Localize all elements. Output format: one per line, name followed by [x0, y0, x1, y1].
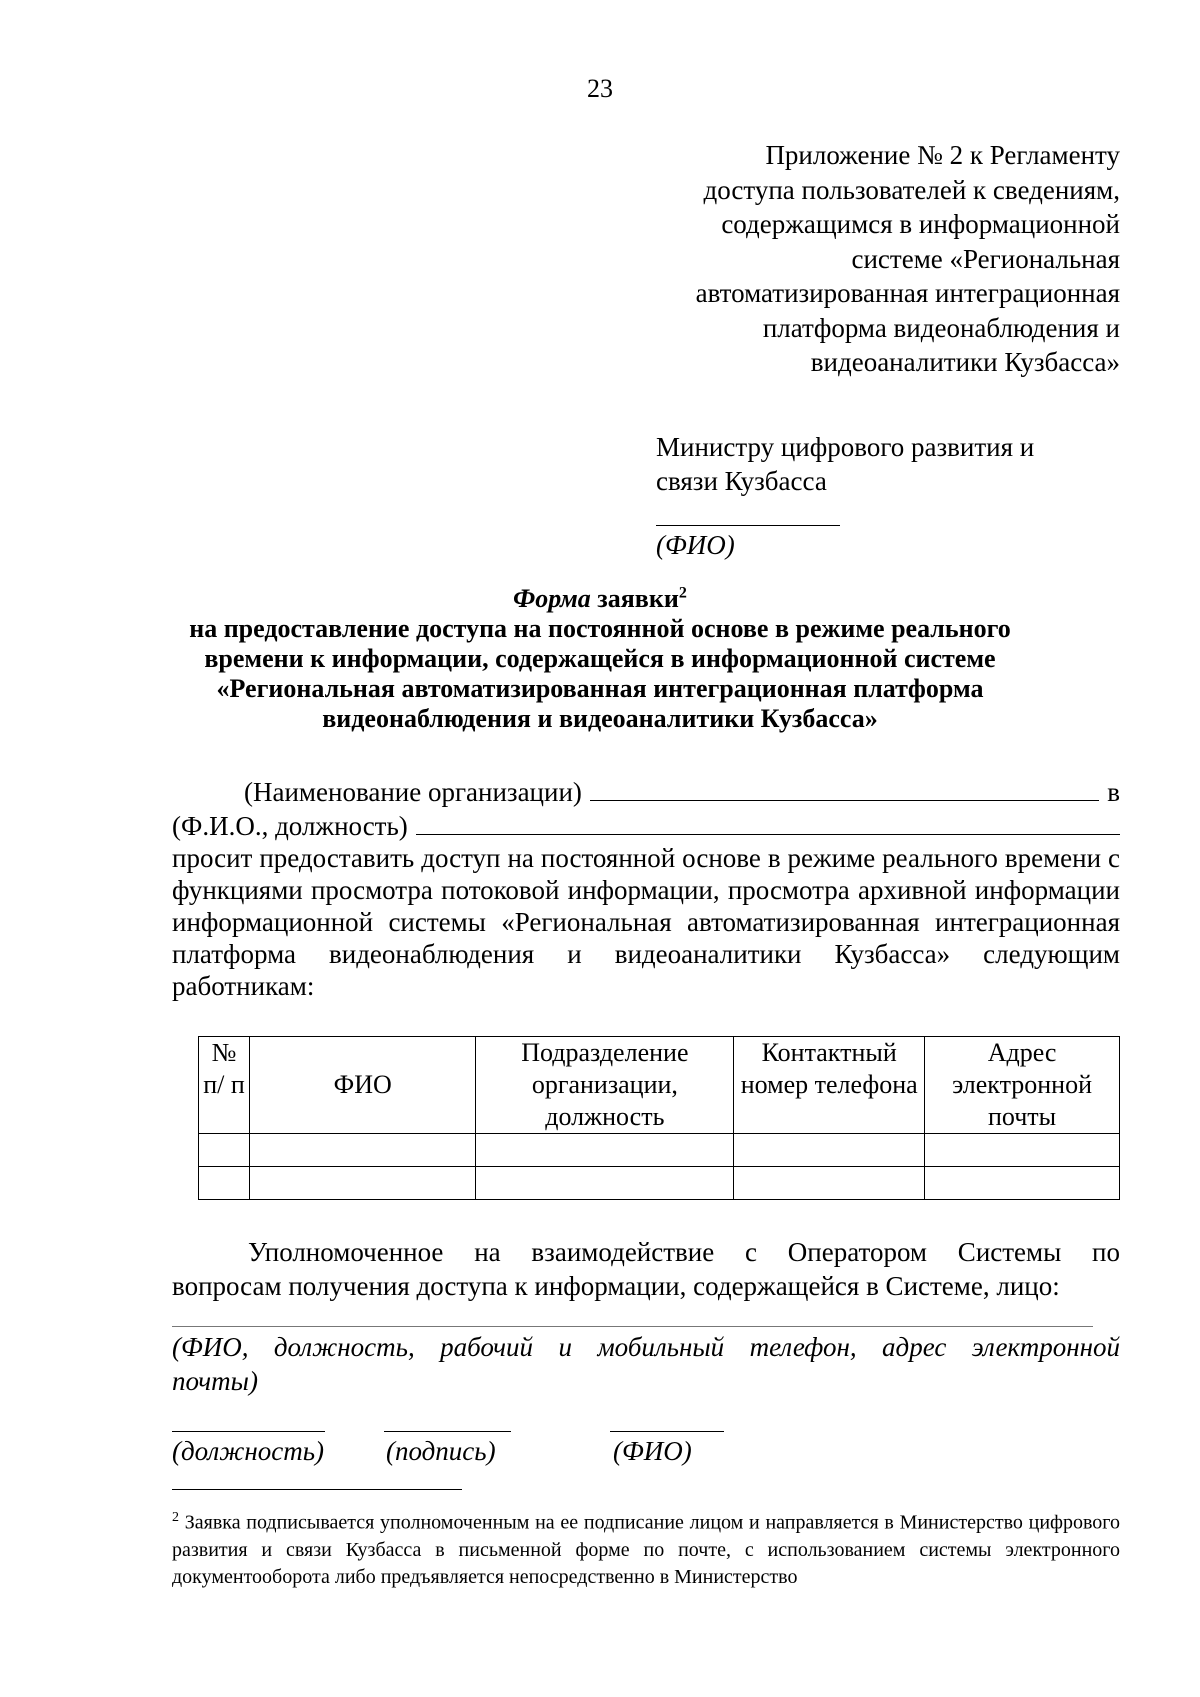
table-cell[interactable] — [199, 1167, 250, 1200]
title-application-word: заявки — [590, 584, 679, 613]
applicant-fields — [172, 775, 1120, 843]
person-field-row — [172, 809, 1120, 843]
table-row — [199, 1167, 1120, 1200]
table-cell[interactable] — [925, 1167, 1120, 1200]
table-cell[interactable] — [476, 1167, 734, 1200]
staff-table — [198, 1036, 1120, 1200]
representative-line: вопросам получения доступа к информации, содержащейся в Системе, лицо: — [172, 1271, 1060, 1301]
fio-caption: (ФИО) — [613, 1436, 692, 1466]
form-title — [120, 584, 1080, 734]
col-header-department: Подразделение организации, должность — [476, 1037, 734, 1134]
appendix-line: видеоаналитики Кузбасса» — [810, 347, 1120, 377]
footnote-mark: 2 — [172, 1510, 179, 1525]
signature-blank[interactable] — [384, 1431, 511, 1432]
col-header-fio: ФИО — [249, 1037, 476, 1134]
position-blank[interactable] — [172, 1431, 325, 1432]
addressee-line: связи Кузбасса — [656, 466, 827, 496]
org-field-row — [172, 775, 1120, 809]
title-form-word: Форма — [513, 584, 591, 613]
fio-blank[interactable] — [610, 1431, 724, 1432]
table-cell[interactable] — [249, 1167, 476, 1200]
addressee-fio-blank — [656, 525, 840, 526]
addressee-line: Министру цифрового развития и — [656, 432, 1035, 462]
appendix-line: содержащимся в информационной — [721, 209, 1120, 239]
table-cell[interactable] — [734, 1167, 925, 1200]
appendix-line: доступа пользователей к сведениям, — [703, 174, 1120, 205]
footnote-separator — [172, 1489, 462, 1490]
table-cell[interactable] — [925, 1134, 1120, 1167]
appendix-heading — [600, 138, 1120, 380]
representative-caption: (ФИО, должность, рабочий и мобильный телефон, адрес электронной — [172, 1332, 1120, 1362]
position-caption: (должность) — [172, 1436, 325, 1466]
representative-blank[interactable] — [172, 1326, 1093, 1327]
appendix-line: автоматизированная интеграционная — [695, 278, 1120, 308]
person-field-label: (Ф.И.О., должность) — [172, 811, 408, 841]
table-cell[interactable] — [476, 1134, 734, 1167]
appendix-line: системе «Региональная — [851, 243, 1120, 274]
title-line: на предоставление доступа на постоянной основе в режиме реального — [189, 614, 1011, 643]
page-number: 23 — [587, 74, 613, 103]
col-header-email: Адрес электронной почты — [925, 1037, 1120, 1134]
table-cell[interactable] — [199, 1134, 250, 1167]
representative-line: Уполномоченное на взаимодействие с Оператором Системы по — [248, 1237, 1120, 1267]
title-line: видеонаблюдения и видеоаналитики Кузбасса» — [322, 704, 878, 733]
addressee-fio-caption: (ФИО) — [656, 530, 735, 560]
addressee — [656, 430, 1034, 498]
table-header-row — [199, 1037, 1120, 1134]
org-field-label: (Наименование организации) — [244, 777, 582, 807]
table-cell[interactable] — [249, 1134, 476, 1167]
col-header-number: № п/ п — [199, 1037, 250, 1134]
title-line: времени к информации, содержащейся в информационной системе — [204, 644, 996, 673]
representative-text — [172, 1235, 1120, 1303]
org-field-suffix: в — [1107, 777, 1120, 807]
footnote — [172, 1504, 1120, 1591]
table-cell[interactable] — [734, 1134, 925, 1167]
col-header-phone: Контактный номер телефона — [734, 1037, 925, 1134]
title-line: «Региональная автоматизированная интеграционная платформа — [216, 674, 984, 703]
appendix-line: Приложение № 2 к Регламенту — [765, 140, 1120, 170]
appendix-line: платформа видеонаблюдения и — [762, 312, 1120, 343]
footnote-text: Заявка подписывается уполномоченным на ее подписание лицом и направляется в Министерство цифрового развития и связи Кузбасса в письменной форме по почте, с использованием системы электронного документооборота либо предъявляется непосредственно в Министерство — [172, 1511, 1120, 1588]
request-body-text: просит предоставить доступ на постоянной основе в режиме реального времени с функциями просмотра потоковой информации, просмотра архивной информации информационной системы «Региональная автоматизированная интеграционная платформа видеонаблюдения и видеоаналитики Кузбасса» следующим работникам: — [172, 843, 1120, 1001]
representative-caption-cont: почты) — [172, 1366, 258, 1396]
org-field-blank[interactable] — [590, 778, 1099, 801]
person-field-blank[interactable] — [416, 812, 1120, 835]
title-footnote-mark: 2 — [678, 584, 687, 602]
table-row — [199, 1134, 1120, 1167]
signature-caption: (подпись) — [386, 1436, 496, 1466]
